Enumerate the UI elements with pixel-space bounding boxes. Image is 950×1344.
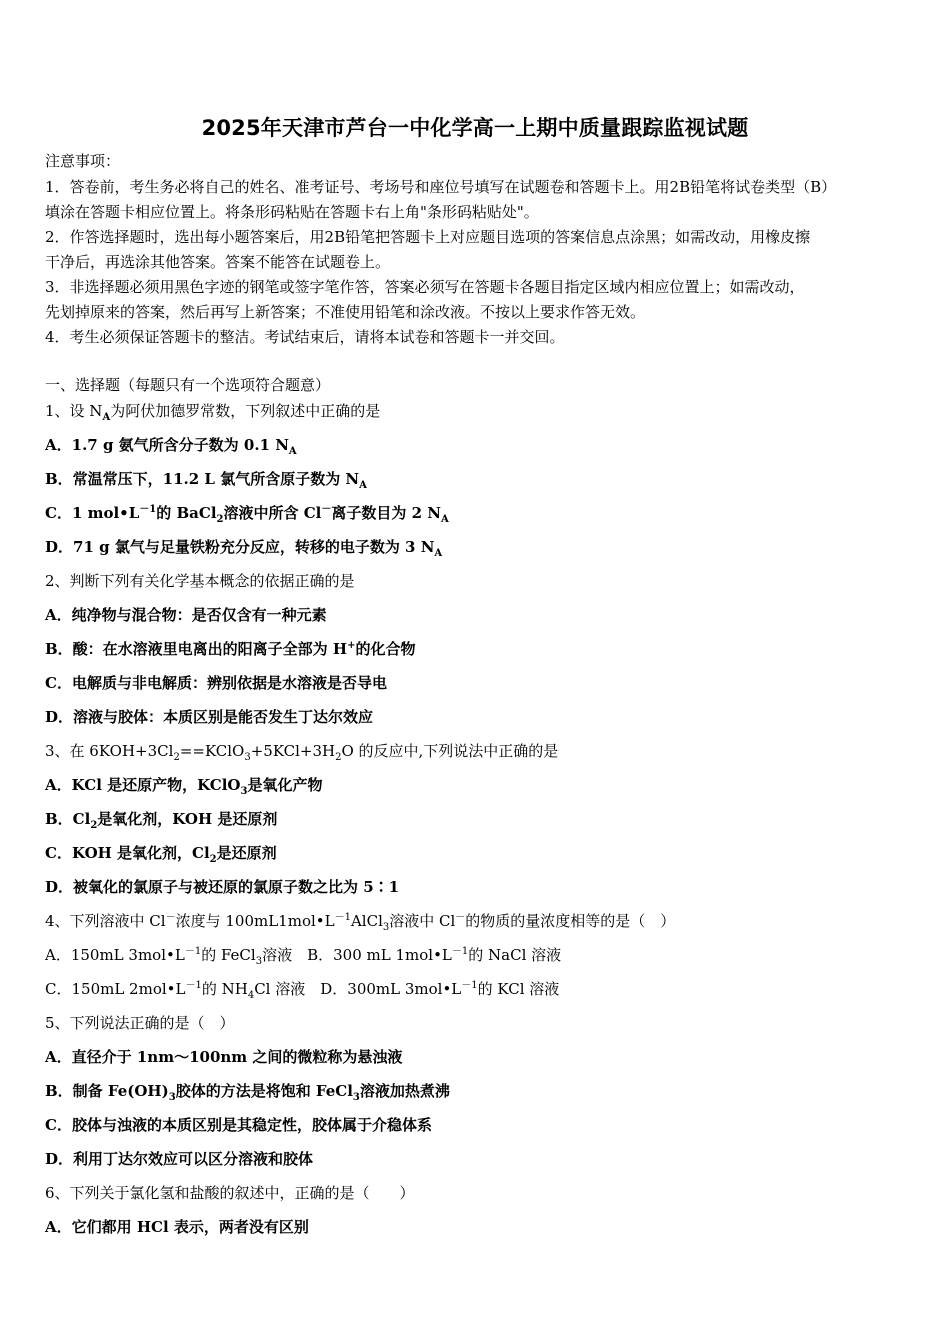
question-6-option-a[interactable]: A．它们都用 HCl 表示，两者没有区别 — [45, 1218, 309, 1236]
question-1-option-d[interactable]: D．71 g 氯气与足量铁粉充分反应，转移的电子数为 3 $N_A$ — [45, 538, 443, 559]
notice-line-5: 3．非选择题必须用黑色字迹的钢笔或签字笔作答，答案必须写在答题卡各题目指定区域内相应位置上；如需改动， — [45, 278, 805, 296]
question-1-stem: 1、设 $N_A$为阿伏加德罗常数，下列叙述中正确的是 — [45, 402, 381, 423]
notice-line-4: 干净后，再选涂其他答案。答案不能答在试题卷上。 — [45, 253, 391, 271]
question-5-option-b[interactable]: B．制备 $Fe(OH)_3$胶体的方法是将饱和 FeCl$_3$溶液加热煮沸 — [45, 1082, 450, 1103]
notice-line-3: 2．作答选择题时，选出每小题答案后，用2B铅笔把答题卡上对应题目选项的答案信息点涂黑；如需改动，用橡皮擦 — [45, 228, 811, 246]
question-3-stem: 3、在 $6KOH+3Cl_2==KClO_3+5KCl+3H_2O$ 的反应中,下列说法中正确的是 — [45, 742, 559, 763]
question-6-stem: 6、下列关于氯化氢和盐酸的叙述中，正确的是（ ） — [45, 1184, 415, 1202]
question-5-option-d[interactable]: D．利用丁达尔效应可以区分溶液和胶体 — [45, 1150, 314, 1168]
section-heading: 一、选择题（每题只有一个选项符合题意） — [45, 376, 331, 394]
question-5-option-c[interactable]: C．胶体与浊液的本质区别是其稳定性，胶体属于介稳体系 — [45, 1116, 432, 1134]
notice-line-2: 填涂在答题卡相应位置上。将条形码粘贴在答题卡右上角"条形码粘贴处"。 — [45, 203, 539, 221]
question-1-option-b[interactable]: B．常温常压下，11.2 L 氯气所含原子数为 $N_A$ — [45, 470, 367, 491]
question-2-option-d[interactable]: D．溶液与胶体：本质区别是能否发生丁达尔效应 — [45, 708, 374, 726]
question-2-option-c[interactable]: C．电解质与非电解质：辨别依据是水溶液是否导电 — [45, 674, 387, 692]
notice-line-1: 1．答卷前，考生务必将自己的姓名、准考证号、考场号和座位号填写在试题卷和答题卡上。用2B铅笔将试卷类型（B） — [45, 178, 837, 196]
question-2-option-b[interactable]: B．酸：在水溶液里电离出的阳离子全部为 H+的化合物 — [45, 640, 416, 658]
question-1-option-a[interactable]: A．1.7 g 氨气所含分子数为 0.1 $N_A$ — [45, 436, 297, 457]
question-3-option-c[interactable]: C．KOH 是氧化剂，$Cl_2$是还原剂 — [45, 844, 277, 865]
question-4-options-cd[interactable]: C．150mL $2mol•L^{-1}$的 $NH_4Cl$ 溶液 D．300mL $3mol•L^{-1}$的 KCl 溶液 — [45, 980, 560, 1001]
question-3-option-d[interactable]: D．被氧化的氯原子与被还原的氯原子数之比为 5∶1 — [45, 878, 400, 896]
question-4-stem: 4、下列溶液中 Cl－浓度与 $100mL1mol•L^{-1}AlCl_3$溶液中 Cl－的物质的量浓度相等的是（ ） — [45, 912, 676, 933]
question-2-option-a[interactable]: A．纯净物与混合物：是否仅含有一种元素 — [45, 606, 327, 624]
notice-line-7: 4．考生必须保证答题卡的整洁。考试结束后，请将本试卷和答题卡一并交回。 — [45, 328, 565, 346]
notice-line-6: 先划掉原来的答案，然后再写上新答案；不准使用铅笔和涂改液。不按以上要求作答无效。 — [45, 303, 646, 321]
question-5-option-a[interactable]: A．直径介于 1nm～100nm 之间的微粒称为悬浊液 — [45, 1048, 403, 1066]
notice-heading: 注意事项： — [45, 152, 121, 170]
question-5-stem: 5、下列说法正确的是（ ） — [45, 1014, 235, 1032]
question-3-option-b[interactable]: B．$Cl_2$是氧化剂，KOH 是还原剂 — [45, 810, 278, 831]
page-title: 2025年天津市芦台一中化学高一上期中质量跟踪监视试题 — [201, 116, 749, 140]
question-2-stem: 2、判断下列有关化学基本概念的依据正确的是 — [45, 572, 355, 590]
question-4-options-ab[interactable]: A．150mL $3mol•L^{-1}$的 FeCl$_3$溶液 B．300 mL $1mol•L^{-1}$的 NaCl 溶液 — [45, 946, 562, 967]
question-3-option-a[interactable]: A．KCl 是还原产物，KClO$_3$是氧化产物 — [45, 776, 323, 797]
question-1-option-c[interactable]: C．1 $mol•L^{-1}$的 BaCl$_2$溶液中所含 Cl－离子数目为 2 $N_A$ — [45, 504, 449, 525]
